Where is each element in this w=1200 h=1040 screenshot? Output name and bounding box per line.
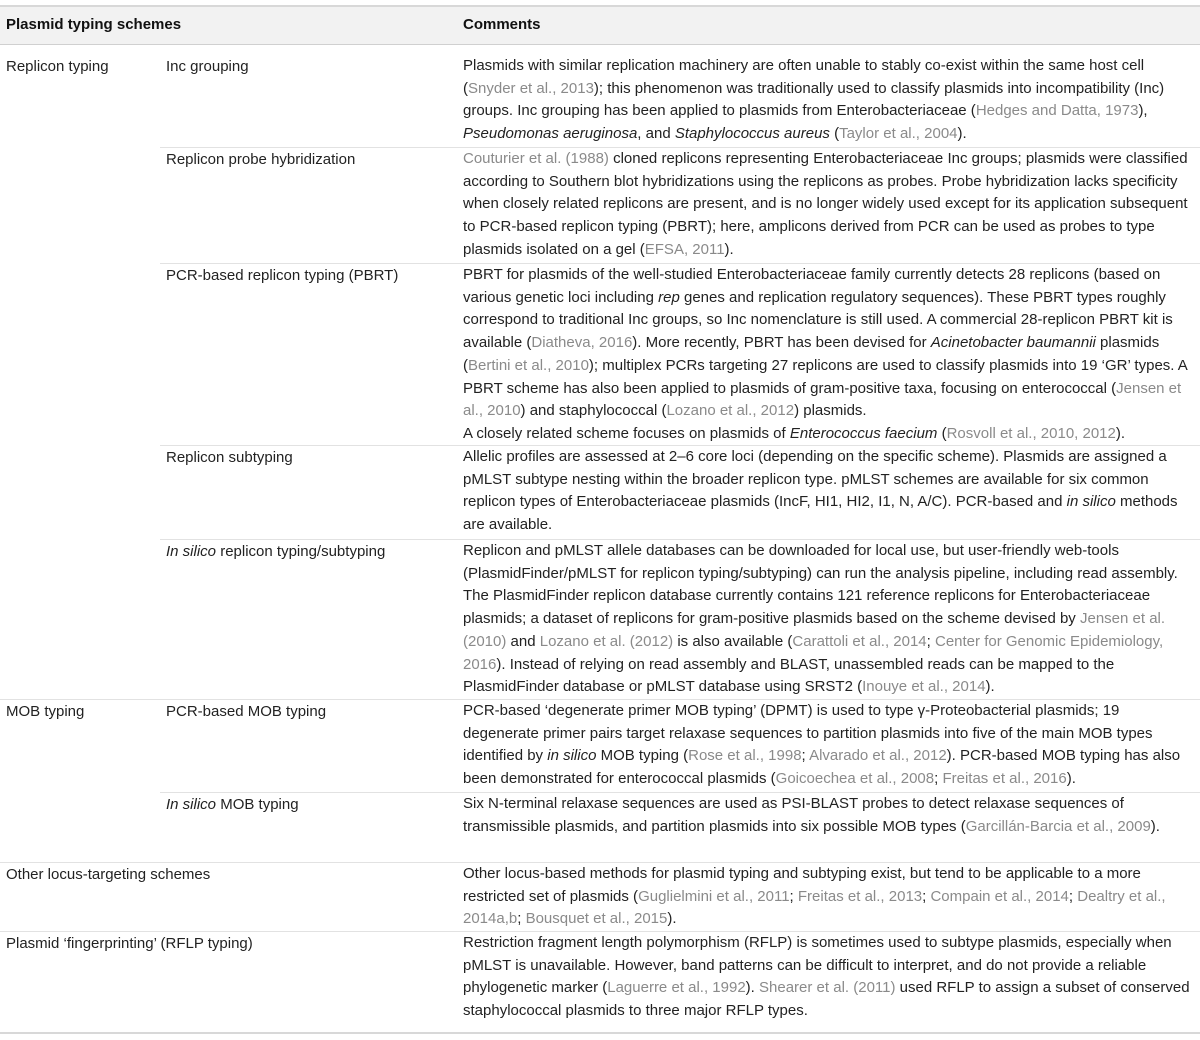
subscheme-label: In silico MOB typing (166, 796, 299, 813)
citation-link[interactable]: Jensen et al., 2010 (463, 379, 1182, 420)
citation-link[interactable]: Guglielmini et al., 2011 (638, 887, 790, 905)
comment-cell: PBRT for plasmids of the well-studied Enterobacteriaceae family currently detects 28 replicons (based on various genetic loci including rep genes and replication regulatory sequences). These PBRT types roughly correspond to traditional Inc groups, so Inc nomenclature is still used. A commercial 28-replicon PBRT kit is available (Diatheva, 2016). More recently, PBRT has been devised for Acinetobacter baumannii plasmids (Bertini et al., 2010); multiplex PCRs targeting 27 replicons are used to classify plasmids into 19 ‘GR’ types. A PBRT scheme has also been applied to plasmids of gram-positive taxa, focusing on enterococcal (Jensen et al., 2010) and staphylococcal (Lozano et al., 2012) plasmids. A closely related scheme focuses on plasmids of Enterococcus faecium (Rosvoll et al., 2010, 2012). (463, 266, 1187, 442)
citation-link[interactable]: EFSA, 2011 (644, 240, 725, 258)
header-comments: Comments (463, 16, 541, 33)
comment-cell: PCR-based ‘degenerate primer MOB typing’ (DPMT) is used to type γ-Proteobacterial plasmids; 19 degenerate primer pairs target relaxase sequences to partition plasmids into five of the main MOB types identified by in silico MOB typing (Rose et al., 1998; Alvarado et al., 2012). PCR-based MOB typing has also been demonstrated for enterococcal plasmids (Goicoechea et al., 2008; Freitas et al., 2016). (463, 702, 1181, 788)
citation-link[interactable]: Compain et al., 2014 (930, 887, 1069, 905)
subscheme-label: In silico replicon typing/subtyping (166, 543, 386, 560)
scheme-label: MOB typing (6, 703, 85, 720)
scheme-label: Other locus-targeting schemes (6, 866, 211, 883)
citation-link[interactable]: Couturier et al. (1988) (463, 150, 609, 167)
scheme-label: Plasmid ‘fingerprinting’ (RFLP typing) (6, 935, 253, 952)
citation-link[interactable]: Rosvoll et al., 2010, 2012 (946, 424, 1116, 442)
comment-cell: Plasmids with similar replication machinery are often unable to stably co-exist within the same host cell (Snyder et al., 2013); this phenomenon was traditionally used to classify plasmids into incompatibility (Inc) groups. Inc grouping has been applied to plasmids from Enterobacteriaceae (Hedges and Datta, 1973), Pseudomonas aeruginosa, and Staphylococcus aureus (Taylor et al., 2004). (463, 57, 1165, 143)
comment-cell: Six N-terminal relaxase sequences are used as PSI-BLAST probes to detect relaxase sequences of transmissible plasmids, and partition plasmids into six possible MOB types (Garcillán-Barcia et al., 2009). (463, 795, 1160, 835)
citation-link[interactable]: Bertini et al., 2010 (468, 356, 589, 374)
citation-link[interactable]: Alvarado et al., 2012 (809, 747, 947, 765)
citation-link[interactable]: Rose et al., 1998 (688, 747, 802, 765)
citation-link[interactable]: Freitas et al., 2016 (942, 770, 1067, 788)
scheme-label: Replicon typing (6, 58, 109, 75)
comment-cell: Restriction fragment length polymorphism (RFLP) is sometimes used to subtype plasmids, especially when pMLST is unavailable. However, band patterns can be difficult to interpret, and do not provide a reliable phylogenetic marker (Laguerre et al., 1992). Shearer et al. (2011) used RFLP to assign a subset of conserved staphylococcal plasmids to three major RFLP types. (463, 934, 1190, 1020)
citation-link[interactable]: Goicoechea et al., 2008 (775, 770, 935, 788)
citation-link[interactable]: Hedges and Datta, 1973 (975, 102, 1139, 120)
citation-link[interactable]: Inouye et al., 2014 (862, 678, 986, 696)
header-schemes: Plasmid typing schemes (6, 16, 182, 33)
subscheme-label: PCR-based MOB typing (166, 703, 327, 720)
subscheme-label: PCR-based replicon typing (PBRT) (166, 267, 399, 284)
table-bottom-rule (0, 1032, 1200, 1034)
comment-cell: Allelic profiles are assessed at 2–6 core loci (depending on the specific scheme). Plasmids are assigned a pMLST subtype nesting within the broader replicon type. pMLST schemes are available for six common replicon types of Enterobacteriaceae plasmids (IncF, HI1, HI2, I1, N, A/C). PCR-based and in silico methods are available. (463, 448, 1178, 534)
subscheme-label: Replicon probe hybridization (166, 151, 356, 168)
citation-link[interactable]: Carattoli et al., 2014 (792, 632, 927, 650)
citation-link[interactable]: Laguerre et al., 1992 (607, 979, 746, 997)
citation-link[interactable]: Center for Genomic Epidemiology, 2016 (463, 632, 1164, 673)
comment-cell: Replicon and pMLST allele databases can be downloaded for local use, but user-friendly web-tools (PlasmidFinder/pMLST for replicon typing/subtyping) can run the analysis pipeline, including read assembly. The PlasmidFinder replicon database currently contains 121 reference replicons for Enterobacteriaceae plasmids; a dataset of replicons for gram-positive plasmids based on the scheme devised by Jensen et al. (2010) and Lozano et al. (2012) is also available (Carattoli et al., 2014; Center for Genomic Epidemiology, 2016). Instead of relying on read assembly and BLAST, unassembled reads can be mapped to the PlasmidFinder database or pMLST database using SRST2 (Inouye et al., 2014). (463, 542, 1178, 696)
comment-cell: Other locus-based methods for plasmid typing and subtyping exist, but tend to be applicable to a more restricted set of plasmids (Guglielmini et al., 2011; Freitas et al., 2013; Compain et al., 2014; Dealtry et al., 2014a,b; Bousquet et al., 2015). (463, 865, 1166, 928)
citation-link[interactable]: Lozano et al. (2012) (539, 632, 674, 650)
citation-link[interactable]: Lozano et al., 2012 (666, 402, 795, 420)
comment-cell: Couturier et al. (1988) cloned replicons representing Enterobacteriaceae Inc groups; plasmids were classified according to Southern blot hybridizations using the replicons as probes. Probe hybridization lacks specificity when closely related replicons are present, and is no longer widely used except for its application subsequent to PCR-based replicon typing (PBRT); here, amplicons derived from PCR can be used as probes to type plasmids isolated on a gel (EFSA, 2011). (463, 150, 1188, 258)
citation-link[interactable]: Freitas et al., 2013 (797, 887, 923, 905)
subscheme-label: Replicon subtyping (166, 449, 293, 466)
citation-link[interactable]: Garcillán-Barcia et al., 2009 (965, 817, 1151, 835)
citation-link[interactable]: Bousquet et al., 2015 (525, 910, 668, 928)
citation-link[interactable]: Jensen et al. (2010) (463, 610, 1166, 650)
citation-link[interactable]: Taylor et al., 2004 (839, 125, 958, 143)
citation-link[interactable]: Dealtry et al., 2014a,b (463, 887, 1166, 928)
citation-link[interactable]: Diatheva, 2016 (531, 334, 633, 352)
citation-link[interactable]: Shearer et al. (2011) (759, 979, 896, 997)
subscheme-label: Inc grouping (166, 58, 249, 75)
citation-link[interactable]: Snyder et al., 2013 (468, 79, 594, 97)
table-header (0, 5, 1200, 45)
